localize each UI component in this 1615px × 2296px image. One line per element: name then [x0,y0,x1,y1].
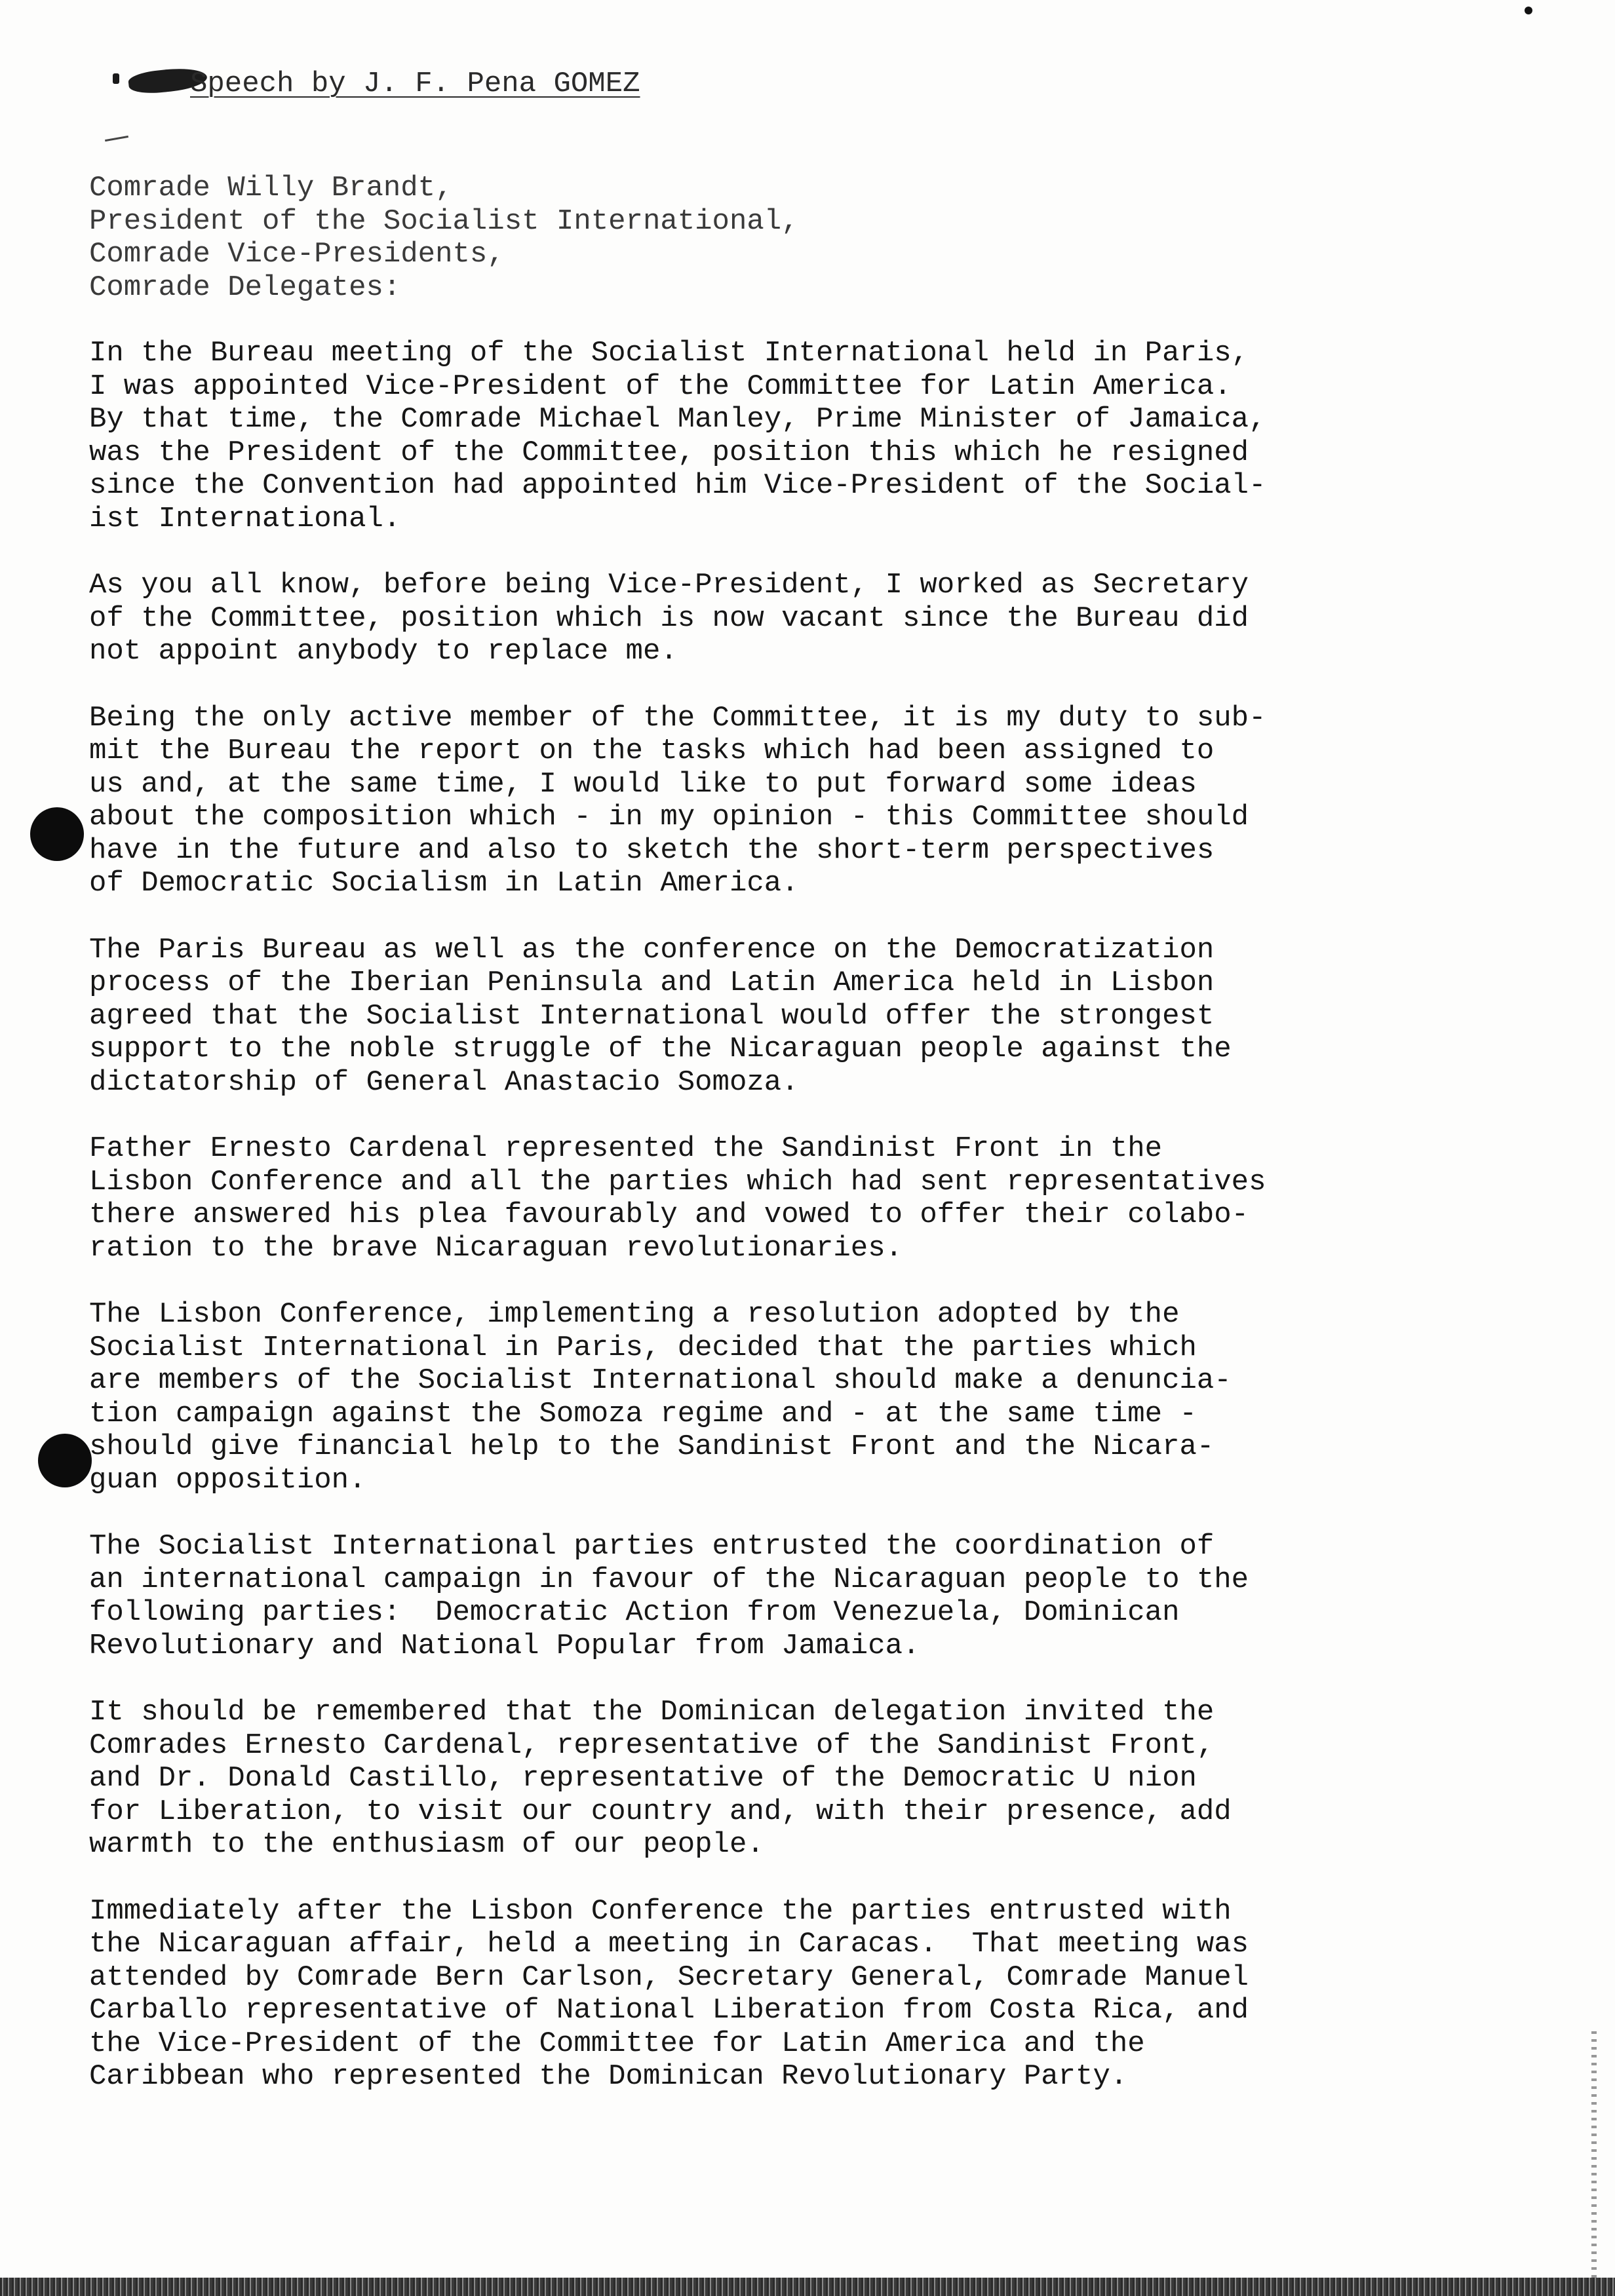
text-line: ration to the brave Nicaraguan revolutionaries. [89,1231,903,1265]
paragraph [89,337,1479,535]
text-line: tion campaign against the Somoza regime and - at the same time - [89,1397,1197,1430]
paragraph [89,1298,1479,1497]
text-line: the Nicaraguan affair, held a meeting in Caracas. That meeting was [89,1928,1249,1961]
text-line: there answered his plea favourably and vowed to offer their colabo- [89,1198,1249,1231]
text-line: of Democratic Socialism in Latin America. [89,867,799,900]
text-line: warmth to the enthusiasm of our people. [89,1828,764,1861]
scan-speck [1525,7,1532,14]
text-line: for Liberation, to visit our country and, with their presence, add [89,1795,1232,1828]
salutation-line: President of the Socialist International, [89,204,799,238]
text-line: since the Convention had appointed him Vice-President of the Social- [89,469,1266,502]
text-line: ist International. [89,502,401,535]
text-line: agreed that the Socialist International would offer the strongest [89,999,1215,1033]
text-line: Carballo representative of National Liberation from Costa Rica, and [89,1994,1249,2027]
text-line: By that time, the Comrade Michael Manley, Prime Minister of Jamaica, [89,403,1266,436]
salutation [89,172,1479,304]
text-line: Being the only active member of the Committee, it is my duty to sub- [89,701,1266,735]
text-line: attended by Comrade Bern Carlson, Secretary General, Comrade Manuel [89,1961,1249,1994]
salutation-line: Comrade Vice-Presidents, [89,238,505,271]
text-line: Socialist International in Paris, decided that the parties which [89,1331,1197,1364]
text-line: have in the future and also to sketch the short-term perspectives [89,833,1215,867]
text-line: The Lisbon Conference, implementing a resolution adopted by the [89,1298,1180,1331]
text-line: mit the Bureau the report on the tasks which had been assigned to [89,735,1215,767]
text-line: should give financial help to the Sandinist Front and the Nicara- [89,1430,1215,1463]
text-line: was the President of the Committee, position this which he resigned [89,436,1249,469]
text-line: us and, at the same time, I would like to put forward some ideas [89,767,1197,801]
text-line: As you all know, before being Vice-President, I worked as Secretary [89,569,1249,602]
paragraph [89,934,1479,1100]
text-line: In the Bureau meeting of the Socialist International held in Paris, [89,337,1249,370]
paragraph [89,569,1479,668]
text-line: are members of the Socialist International should make a denuncia- [89,1364,1232,1397]
pen-mark [105,136,128,142]
text-line: not appoint anybody to replace me. [89,635,678,668]
text-line: following parties: Democratic Action from Venezuela, Dominican [89,1596,1180,1629]
punch-hole [38,1434,92,1487]
text-line: The Paris Bureau as well as the conference on the Democratization [89,933,1215,966]
paragraph [89,1530,1479,1662]
scan-bottom-edge [0,2278,1615,2296]
text-line: process of the Iberian Peninsula and Latin America held in Lisbon [89,966,1215,999]
text-line: guan opposition. [89,1463,366,1497]
ink-mark [113,73,119,84]
text-line: Father Ernesto Cardenal represented the Sandinist Front in the [89,1132,1163,1165]
text-line: support to the noble struggle of the Nicaraguan people against the [89,1033,1232,1065]
paragraph [89,1696,1479,1862]
scan-edge-noise [1591,2031,1597,2278]
salutation-line: Comrade Delegates: [89,271,401,304]
text-line: Immediately after the Lisbon Conference the parties entrusted with [89,1894,1232,1928]
text-line: Revolutionary and National Popular from Jamaica. [89,1629,920,1662]
text-line: an international campaign in favour of the Nicaraguan people to the [89,1563,1249,1596]
text-line: dictatorship of General Anastacio Somoza. [89,1065,799,1099]
text-line: and Dr. Donald Castillo, representative of the Democratic U nion [89,1762,1197,1795]
text-line: I was appointed Vice-President of the Committee for Latin America. [89,370,1232,403]
text-line: Lisbon Conference and all the parties which had sent representatives [89,1165,1266,1198]
text-line: Caribbean who represented the Dominican Revolutionary Party. [89,2060,1128,2093]
paragraph [89,702,1479,900]
text-line: The Socialist International parties entrusted the coordination of [89,1530,1215,1563]
document-body [89,172,1479,2127]
text-line: Comrades Ernesto Cardenal, representative of the Sandinist Front, [89,1729,1215,1762]
text-line: the Vice-President of the Committee for Latin America and the [89,2027,1145,2060]
paragraph [89,1132,1479,1265]
text-line: It should be remembered that the Dominican delegation invited the [89,1696,1215,1729]
text-line: about the composition which - in my opinion - this Committee should [89,801,1249,833]
salutation-line: Comrade Willy Brandt, [89,172,453,204]
document-title: Speech by J. F. Pena GOMEZ [190,67,640,100]
paragraph [89,1895,1479,2094]
punch-hole [30,807,84,861]
text-line: of the Committee, position which is now vacant since the Bureau did [89,602,1249,635]
